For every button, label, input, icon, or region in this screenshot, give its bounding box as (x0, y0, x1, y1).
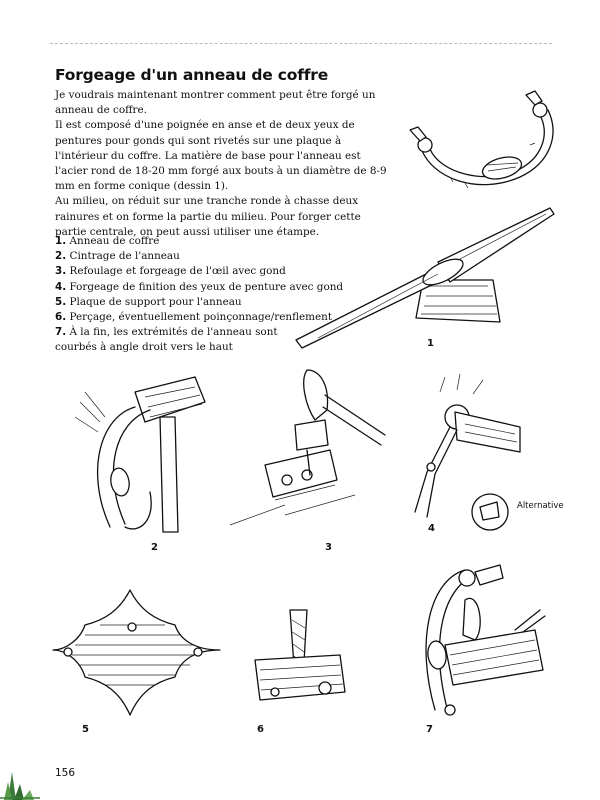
figure-4-finishing (395, 372, 530, 532)
decorative-plant-icon (0, 752, 45, 800)
figure-6-drilling (245, 600, 355, 725)
header-rule (50, 43, 552, 44)
step-text: Perçage, éventuellement poinçonnage/renflement (69, 311, 333, 324)
figure-7-final-bending (405, 560, 555, 725)
alternative-label: Alternative (517, 501, 564, 511)
step-number: 4. (55, 280, 67, 293)
figure-3-number: 3 (325, 542, 332, 553)
step-text: Anneau de coffre (69, 235, 160, 247)
figure-6-number: 6 (257, 724, 264, 735)
figure-2-number: 2 (151, 542, 158, 553)
figure-1-number: 1 (427, 338, 434, 349)
step-number: 2. (55, 250, 67, 263)
figure-5-support-plate (50, 580, 225, 725)
step-number: 5. (55, 295, 67, 308)
page-number: 156 (55, 767, 76, 779)
swage-block (265, 450, 337, 497)
figure-3-upsetting (225, 365, 395, 535)
paragraph: Je voudrais maintenant montrer comment peut être forgé un anneau de coffre. (55, 89, 376, 117)
step-text: Forgeage de finition des yeux de penture avec gond (69, 280, 344, 293)
chest-ring-illustration (390, 85, 580, 205)
figure-4-number: 4 (428, 523, 435, 534)
figure-5-number: 5 (82, 724, 89, 735)
step-item (55, 325, 290, 355)
paragraph: Au milieu, on réduit sur une tranche ronde à chasse deux rainures et on forme la partie du milieu. Pour forger cette partie centrale, on peut aussi utiliser une étampe. (55, 195, 361, 238)
hammer-head (304, 370, 328, 420)
paragraph: Il est composé d'une poignée en anse et de deux yeux de pentures pour gonds qui sont rivetés sur une plaque à l'intérieur du coffre. La matière de base pour l'anneau est l'acier rond de 18-20 mm forgé aux bouts à un diamètre de 8-9 mm en forme conique (dessin 1). (55, 119, 387, 193)
figure-1-bar-on-support (288, 200, 558, 350)
step-text: Plaque de support pour l'anneau (69, 295, 242, 308)
step-number: 6. (55, 311, 67, 324)
step-text: Refoulage et forgeage de l'œil avec gond (69, 265, 286, 278)
figure-2-bending (60, 362, 210, 542)
step-text: Cintrage de l'anneau (69, 250, 180, 263)
step-text: À la fin, les extrémités de l'anneau sont courbés à angle droit vers le haut (55, 326, 278, 354)
hammer-head (463, 598, 480, 640)
anvil-edge (455, 412, 520, 452)
step-number: 1. (55, 235, 67, 247)
step-number: 3. (55, 265, 67, 278)
step-number: 7. (55, 326, 67, 339)
figure-7-number: 7 (426, 724, 433, 735)
section-title: Forgeage d'un anneau de coffre (55, 66, 329, 84)
anvil-horn (135, 377, 205, 422)
